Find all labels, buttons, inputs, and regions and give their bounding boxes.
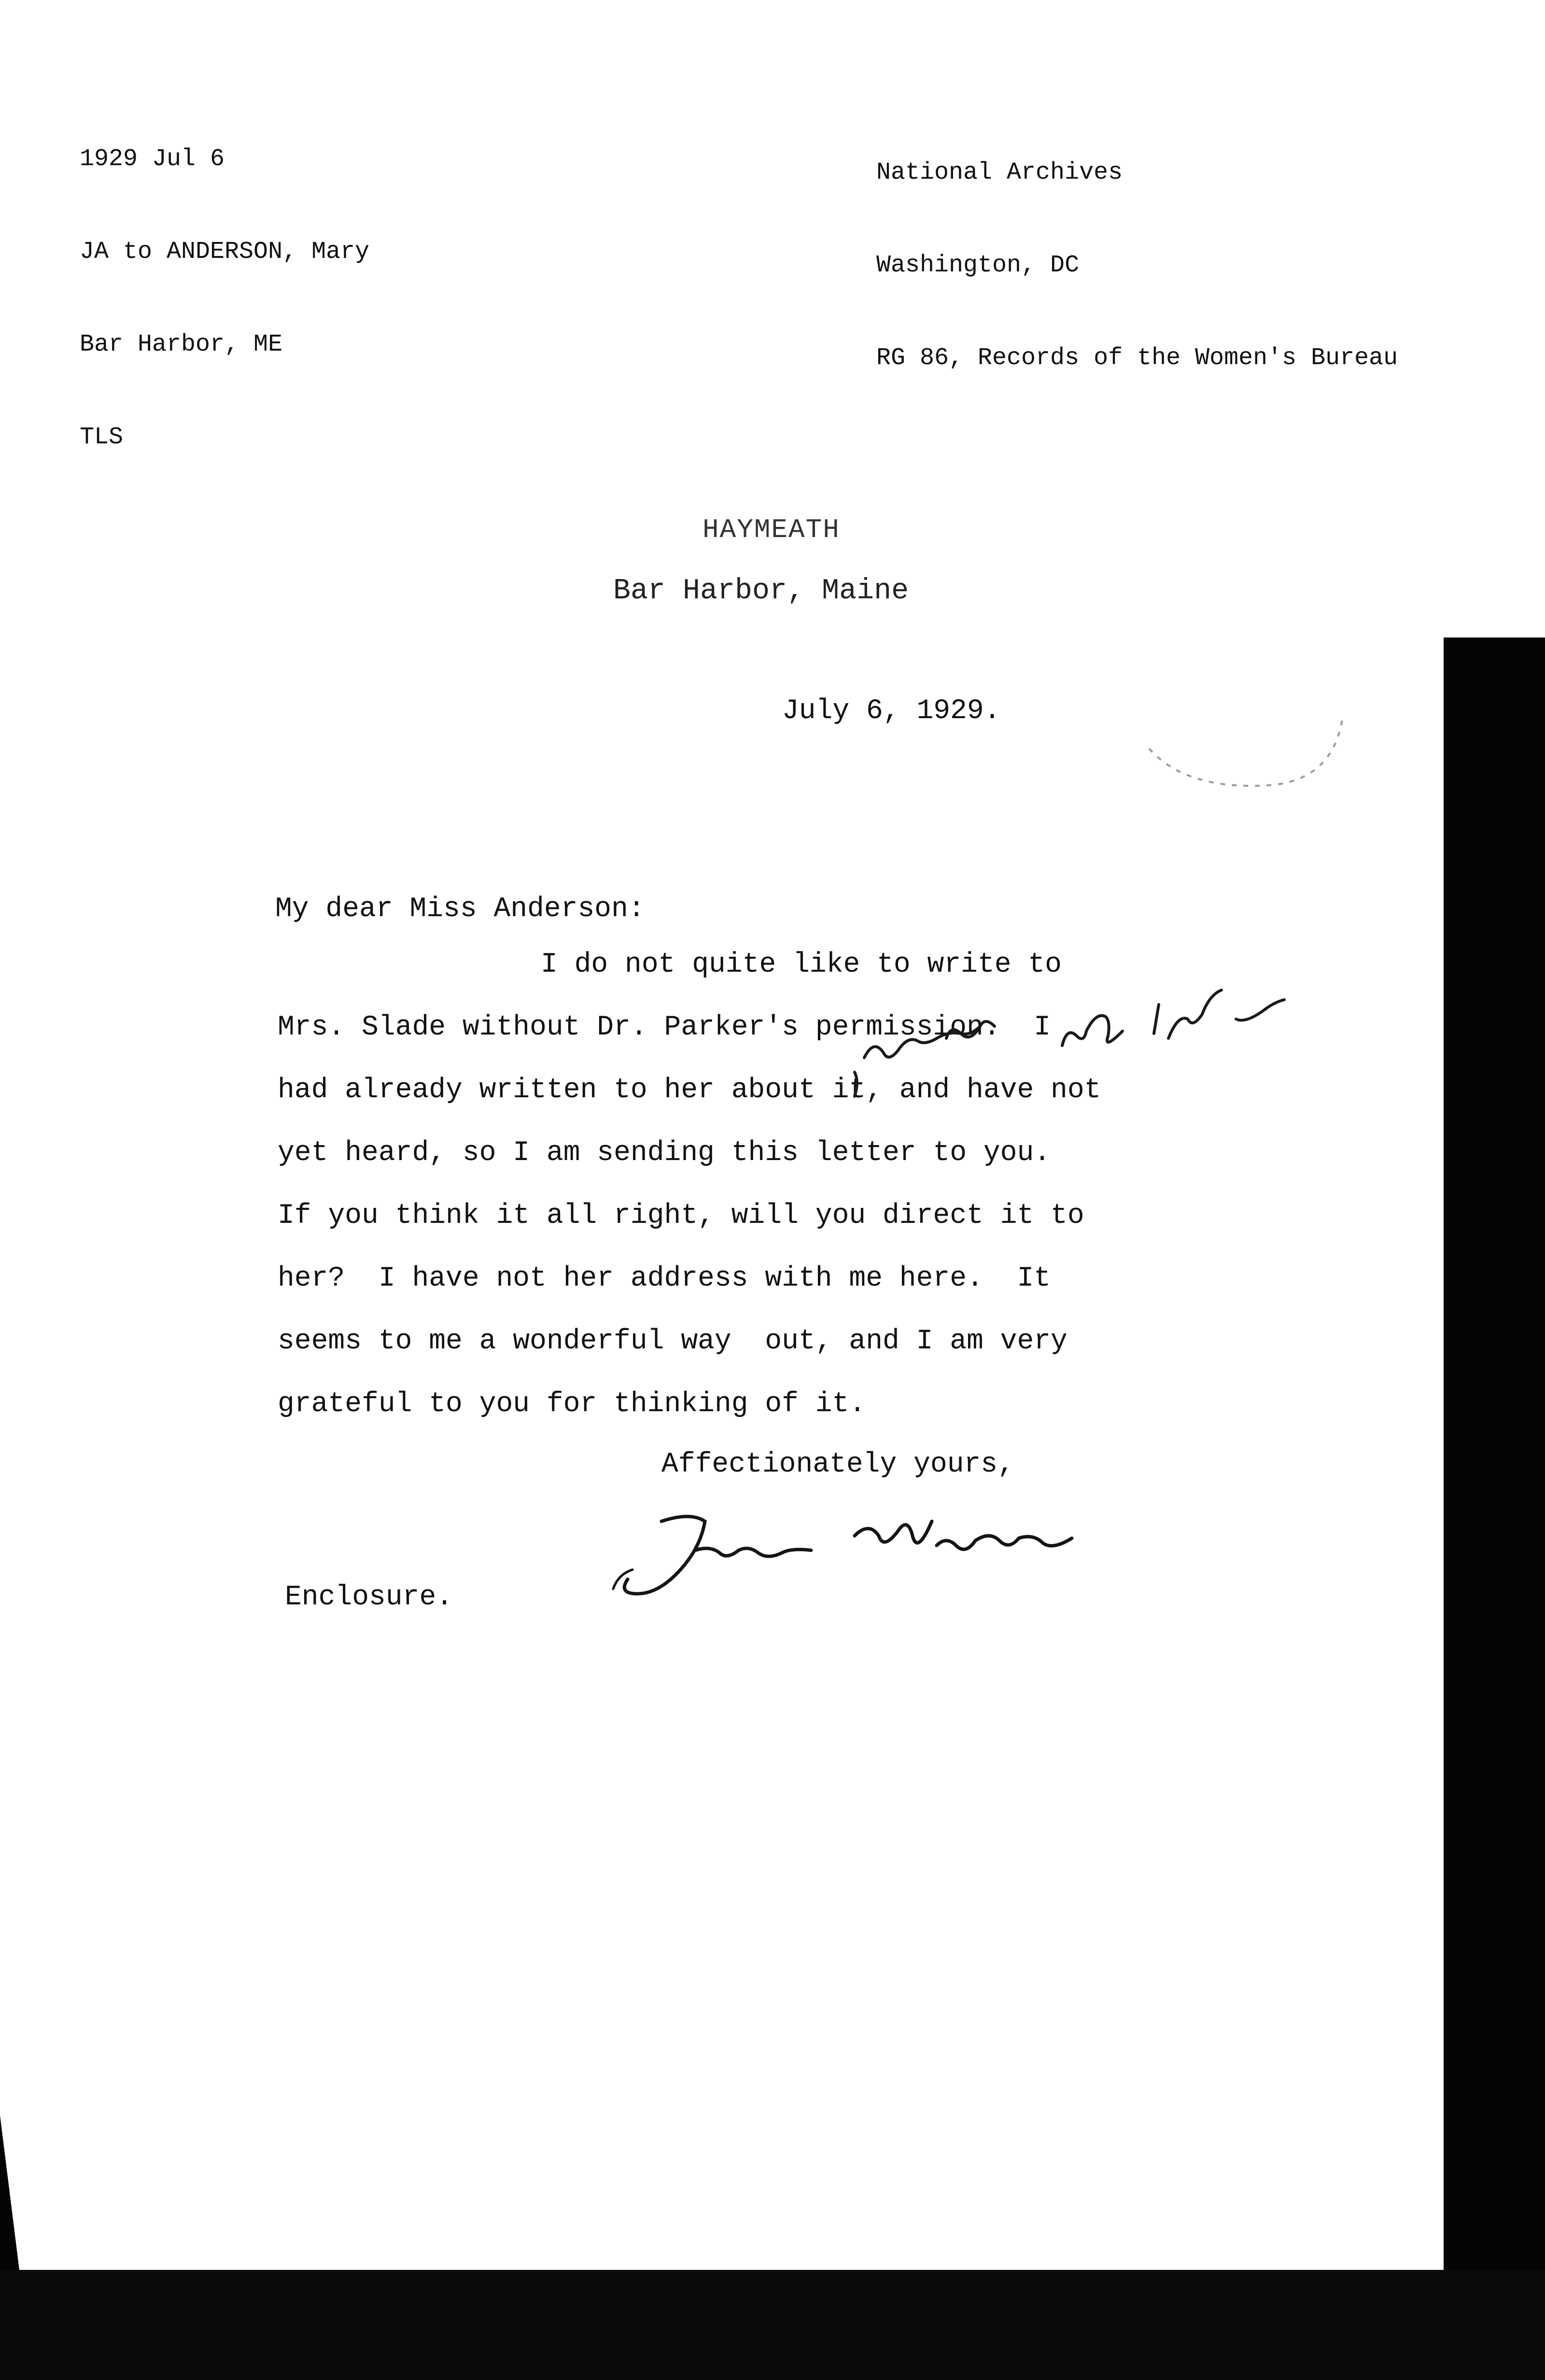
letterhead-place: Bar Harbor, Maine [613, 575, 909, 608]
enclosure-note: Enclosure. [285, 1582, 453, 1613]
salutation: My dear Miss Anderson: [275, 893, 645, 925]
body-line: If you think it all right, will you direct it to [278, 1200, 1084, 1232]
body-line: Mrs. Slade without Dr. Parker's permission. I [278, 1012, 1051, 1043]
record-group: RG 86, Records of the Women's Bureau [876, 344, 1398, 372]
archive-correspondents: JA to ANDERSON, Mary [80, 238, 370, 266]
signature-image [604, 1507, 1135, 1613]
repository-name: National Archives [876, 159, 1123, 186]
archive-location: Bar Harbor, ME [80, 331, 283, 358]
repository-city: Washington, DC [876, 252, 1080, 279]
body-line: yet heard, so I am sending this letter to you. [278, 1137, 1051, 1169]
closing: Affectionately yours, [661, 1449, 1014, 1480]
body-line: I do not quite like to write to [541, 949, 1062, 980]
archive-type: TLS [80, 424, 124, 451]
archive-date: 1929 Jul 6 [80, 145, 225, 173]
body-line: seems to me a wonderful way out, and I am very [278, 1326, 1067, 1357]
body-line: her? I have not her address with me here. It [278, 1263, 1051, 1294]
body-line: grateful to you for thinking of it. [278, 1388, 866, 1420]
letter-date: July 6, 1929. [782, 695, 1001, 727]
letterhead-name: HAYMEATH [702, 514, 840, 545]
body-line: had already written to her about it, and have not [278, 1075, 1101, 1106]
